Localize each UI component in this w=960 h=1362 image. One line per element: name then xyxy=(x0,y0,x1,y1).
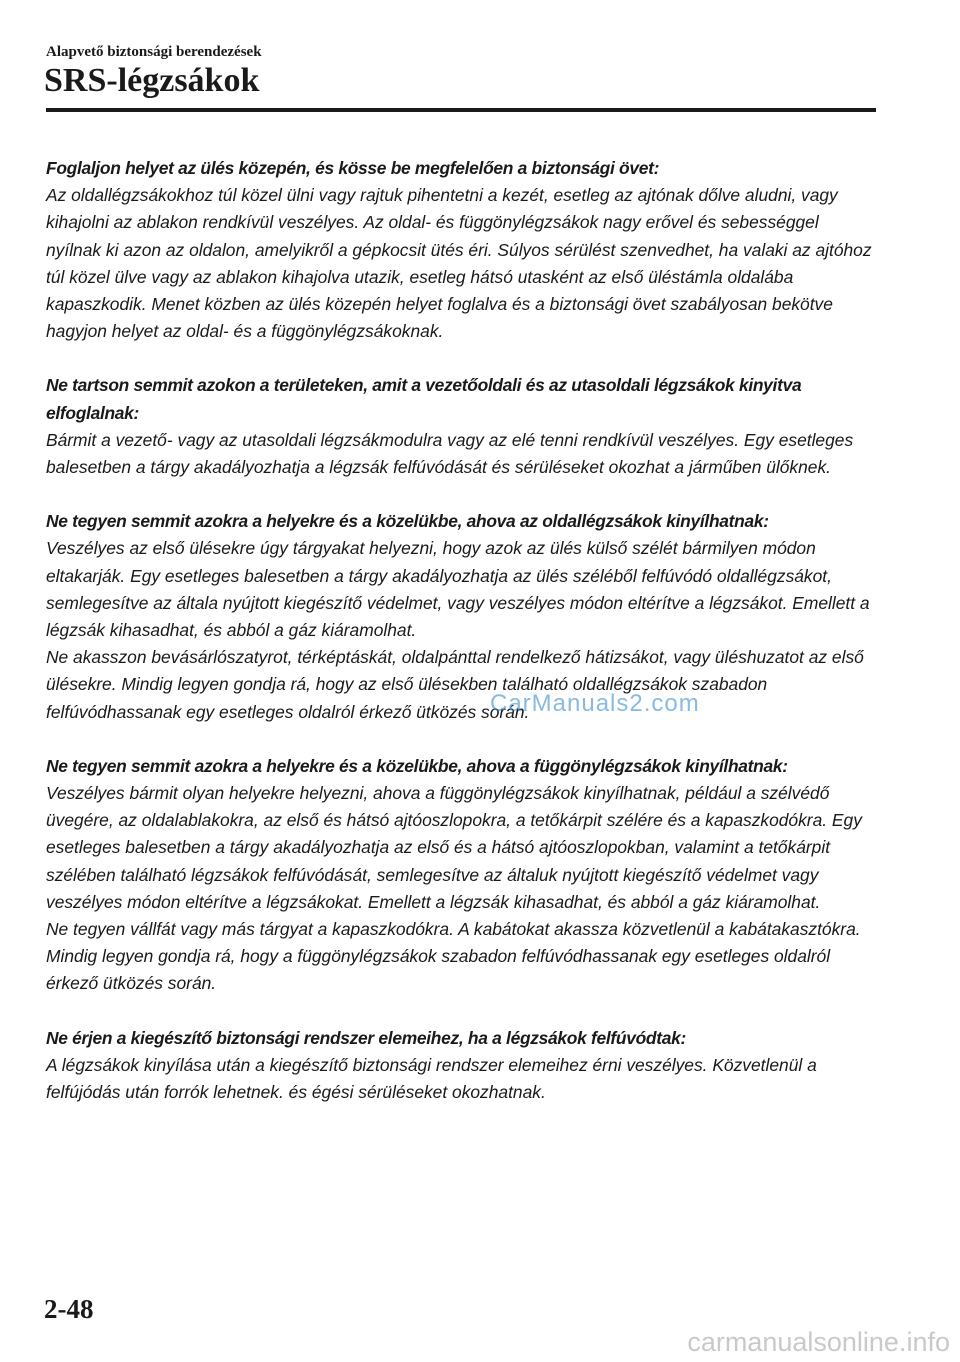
title-rule xyxy=(46,108,876,112)
block-heading: Foglaljon helyet az ülés közepén, és kösse be megfelelően a biztonsági övet: xyxy=(46,158,660,178)
warning-block-side-airbags xyxy=(46,508,876,726)
block-paragraph: Ne akasszon bevásárlószatyrot, térképtáskát, oldalpánttal rendelkező hátizsákot, vagy üléshuzatot az első ülésekre. Mindig legyen gondja rá, hogy az első ülésekben található oldallégzsákok szabadon felfúvódhassanak egy esetleges oldalról érkező ütközés során. xyxy=(46,647,864,722)
warning-block-srs-components xyxy=(46,1025,876,1107)
warning-block-front-airbags xyxy=(46,372,876,481)
block-heading: Ne tegyen semmit azokra a helyekre és a közelükbe, ahova a függönylégzsákok kinyílhatnak: xyxy=(46,755,788,776)
page-title: SRS-légzsákok xyxy=(44,62,260,99)
block-paragraph: Ne tegyen vállfát vagy más tárgyat a kapaszkodókra. A kabátokat akassza közvetlenül a kabátakasztókra. Mindig legyen gondja rá, hogy a függönylégzsákok szabadon felfúvódhassanak egy esetleges oldalról érkező ütközés során. xyxy=(46,919,861,994)
block-heading: Ne tartson semmit azokon a területeken, amit a vezetőoldali és az utasoldali légzsákok kinyitva elfoglalnak: xyxy=(46,375,802,423)
block-heading: Ne érjen a kiegészítő biztonsági rendszer elemeihez, ha a légzsákok felfúvódtak: xyxy=(46,1027,686,1048)
content-body xyxy=(46,155,876,1133)
block-paragraph: A légzsákok kinyílása után a kiegészítő biztonsági rendszer elemeihez érni veszélyes. Közvetlenül a felfújódás után forrók lehetnek. és égési sérüléseket okozhatnak. xyxy=(46,1054,817,1103)
section-label: Alapvető biztonsági berendezések xyxy=(46,44,262,60)
block-paragraph: Az oldallégzsákokhoz túl közel ülni vagy rajtuk pihentetni a kezét, esetleg az ajtónak dőlve aludni, vagy kihajolni az ablakon rendkívül veszélyes. Az oldal- és függönylégzsákok nagy erővel és sebességgel nyílnak ki azon az oldalon, amelyikről a gépkocsit ütés éri. Súlyos sérülést szenvedhet, ha valaki az ajtóhoz túl közel ülve vagy az ablakon kihajolva utazik, esetleg hátsó utasként az első üléstámla oldalába kapaszkodik. Menet közben az ülés közepén helyet foglalva és a biztonsági övet szabályosan bekötve hagyjon helyet az oldal- és a függönylégzsákoknak. xyxy=(46,185,872,342)
block-paragraph: Veszélyes bármit olyan helyekre helyezni, ahova a függönylégzsákok kinyílhatnak, például a szélvédő üvegére, az oldalablakokra, az első és hátsó ajtóoszlopokra, a tetőkárpit szélére és a kapaszkodókra. Egy esetleges balesetben a tárgy akadályozhatja az első és a hátsó ajtóoszlopokban, valamint a tetőkárpit szélében található légzsákok felfúvódását, semlegesítve az általuk nyújtott kiegészítő védelmet vagy veszélyes módon eltérítve a légzsákokat. Emellett a légzsák kihasadhat, és abból a gáz kiáramolhat. xyxy=(46,783,862,912)
warning-block-center-seat xyxy=(46,155,876,345)
warning-block-curtain-airbags xyxy=(46,753,876,998)
block-heading: Ne tegyen semmit azokra a helyekre és a közelükbe, ahova az oldallégzsákok kinyílhatnak: xyxy=(46,511,769,532)
page-number: 2-48 xyxy=(44,1294,94,1324)
watermark: CarManuals2.com xyxy=(490,690,700,717)
footer-watermark: carmanualsonline.info xyxy=(687,1327,950,1357)
block-paragraph: Bármit a vezető- vagy az utasoldali légzsákmodulra vagy az elé tenni rendkívül veszélyes. Egy esetleges balesetben a tárgy akadályozhatja a légzsák felfúvódását és sérüléseket okozhat a járműben ülőknek. xyxy=(46,429,854,478)
block-paragraph: Veszélyes az első ülésekre úgy tárgyakat helyezni, hogy azok az ülés külső szélét bármilyen módon eltakarják. Egy esetleges balesetben a tárgy akadályozhatja az ülés széléből felfúvódó oldallégzsákot, semlegesítve az általa nyújtott kiegészítő védelmet, vagy veszélyes módon eltérítve a légzsákot. Emellett a légzsák kihasadhat, és abból a gáz kiáramolhat. xyxy=(46,538,870,641)
